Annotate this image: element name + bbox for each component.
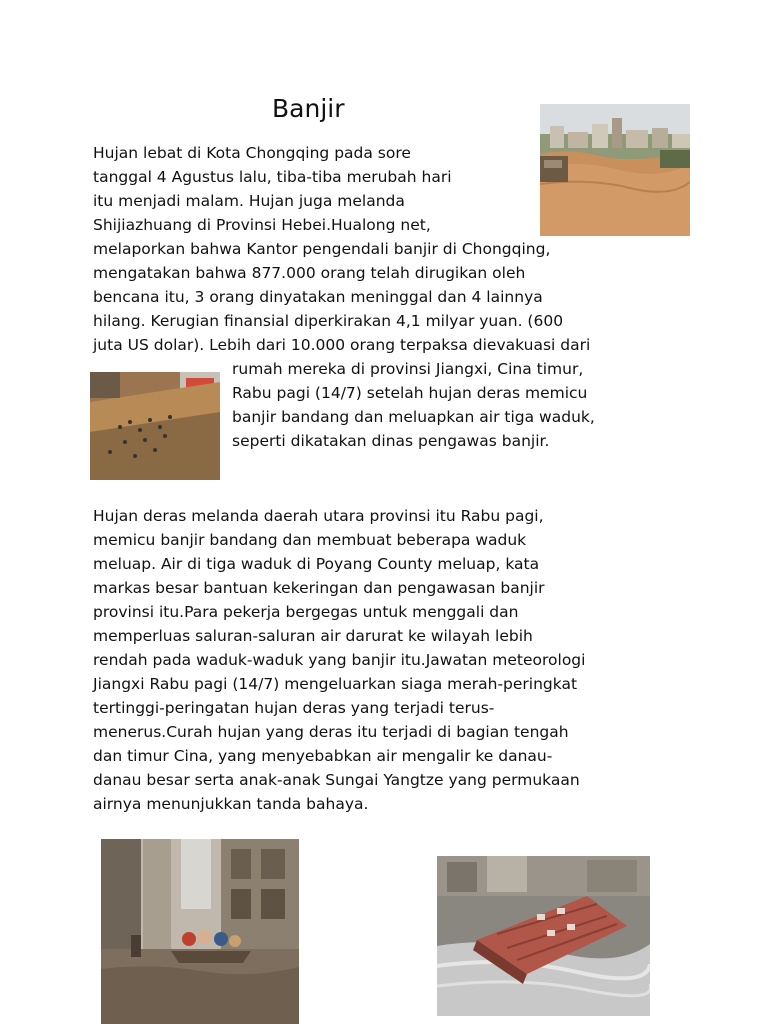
text-line: seperti dikatakan dinas pengawas banjir. [232,432,550,450]
text-line: melaporkan bahwa Kantor pengendali banjir di Chongqing, [93,240,551,258]
text-line: rendah pada waduk-waduk yang banjir itu.Jawatan meteorologi [93,651,586,669]
text-line: hilang. Kerugian finansial diperkirakan 4,1 milyar yuan. (600 [93,312,564,330]
boat-in-flooded-street-photo [101,839,299,1024]
collapsed-building-in-flood-photo [437,856,650,1016]
text-line: markas besar bantuan kekeringan dan pengawasan banjir [93,579,545,597]
text-line: Hujan lebat di Kota Chongqing pada sore [93,144,411,162]
flooded-town-river-photo [540,104,690,236]
text-line: dan timur Cina, yang menyebabkan air mengalir ke danau- [93,747,553,765]
text-line: meluap. Air di tiga waduk di Poyang County meluap, kata [93,555,540,573]
text-line: tertinggi-peringatan hujan deras yang terjadi terus- [93,699,495,717]
text-line: rumah mereka di provinsi Jiangxi, Cina timur, [232,360,584,378]
text-line: memicu banjir bandang dan membuat beberapa waduk [93,531,527,549]
text-line: itu menjadi malam. Hujan juga melanda [93,192,405,210]
text-line: provinsi itu.Para pekerja bergegas untuk menggali dan [93,603,519,621]
text-line: juta US dolar). Lebih dari 10.000 orang terpaksa dievakuasi dari [93,336,591,354]
text-line: danau besar serta anak-anak Sungai Yangtze yang permukaan [93,771,580,789]
text-line: airnya menunjukkan tanda bahaya. [93,795,369,813]
text-line: menerus.Curah hujan yang deras itu terjadi di bagian tengah [93,723,569,741]
text-line: banjir bandang dan meluapkan air tiga waduk, [232,408,595,426]
text-line: Rabu pagi (14/7) setelah hujan deras memicu [232,384,588,402]
text-line: mengatakan bahwa 877.000 orang telah dirugikan oleh [93,264,526,282]
text-line: Jiangxi Rabu pagi (14/7) mengeluarkan siaga merah-peringkat [93,675,578,693]
text-line: Shijiazhuang di Provinsi Hebei.Hualong net, [93,216,431,234]
text-line: memperluas saluran-saluran air darurat ke wilayah lebih [93,627,533,645]
text-line: Hujan deras melanda daerah utara provinsi itu Rabu pagi, [93,507,544,525]
text-line: bencana itu, 3 orang dinyatakan meninggal dan 4 lainnya [93,288,543,306]
text-line: tanggal 4 Agustus lalu, tiba-tiba merubah hari [93,168,452,186]
flooded-street-aerial-photo [90,372,220,480]
page-title: Banjir [272,94,345,123]
